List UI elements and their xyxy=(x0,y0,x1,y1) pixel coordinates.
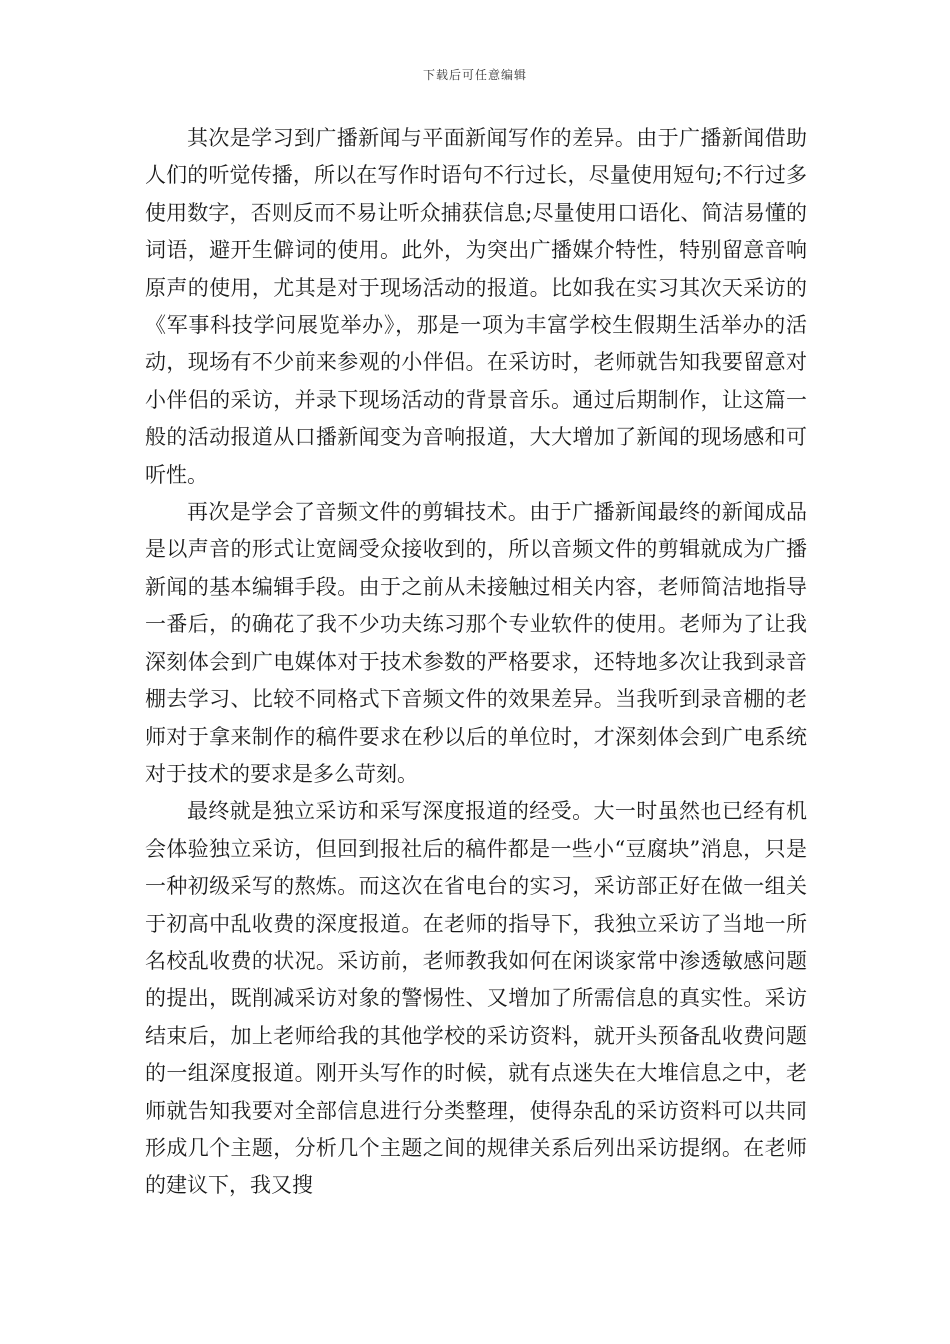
paragraph-3: 最终就是独立采访和采写深度报道的经受。大一时虽然也已经有机会体验独立采访，但回到报社后的稿件都是一些小“豆腐块”消息，只是一种初级采写的熬炼。而这次在省电台的实习，采访部正好在做一组关于初高中乱收费的深度报道。在老师的指导下，我独立采访了当地一所名校乱收费的状况。采访前，老师教我如何在闲谈家常中渗透敏感问题的提出，既削减采访对象的警惕性、又增加了所需信息的真实性。采访结束后，加上老师给我的其他学校的采访资料，就开头预备乱收费问题的一组深度报道。刚开头写作的时候，就有点迷失在大堆信息之中，老师就告知我要对全部信息进行分类整理，使得杂乱的采访资料可以共同形成几个主题，分析几个主题之间的规律关系后列出采访提纲。在老师的建议下，我又搜 xyxy=(145,799,807,1198)
document-body xyxy=(145,120,807,1205)
paragraph-1: 其次是学习到广播新闻与平面新闻写作的差异。由于广播新闻借助人们的听觉传播，所以在写作时语句不行过长，尽量使用短句;不行过多使用数字，否则反而不易让听众捕获信息;尽量使用口语化、简洁易懂的词语，避开生僻词的使用。此外，为突出广播媒介特性，特别留意音响原声的使用，尤其是对于现场活动的报道。比如我在实习其次天采访的《军事科技学问展览举办》，那是一项为丰富学校生假期生活举办的活动，现场有不少前来参观的小伴侣。在采访时，老师就告知我要留意对小伴侣的采访，并录下现场活动的背景音乐。通过后期制作，让这篇一般的活动报道从口播新闻变为音响报道，大大增加了新闻的现场感和可听性。 xyxy=(145,126,807,487)
page-header: 下载后可任意编辑 xyxy=(422,68,527,82)
paragraph-2: 再次是学会了音频文件的剪辑技术。由于广播新闻最终的新闻成品是以声音的形式让宽阔受众接收到的，所以音频文件的剪辑就成为广播新闻的基本编辑手段。由于之前从未接触过相关内容，老师简洁地指导一番后，的确花了我不少功夫练习那个专业软件的使用。老师为了让我深刻体会到广电媒体对于技术参数的严格要求，还特地多次让我到录音棚去学习、比较不同格式下音频文件的效果差异。当我听到录音棚的老师对于拿来制作的稿件要求在秒以后的单位时，才深刻体会到广电系统对于技术的要求是多么苛刻。 xyxy=(145,500,807,786)
